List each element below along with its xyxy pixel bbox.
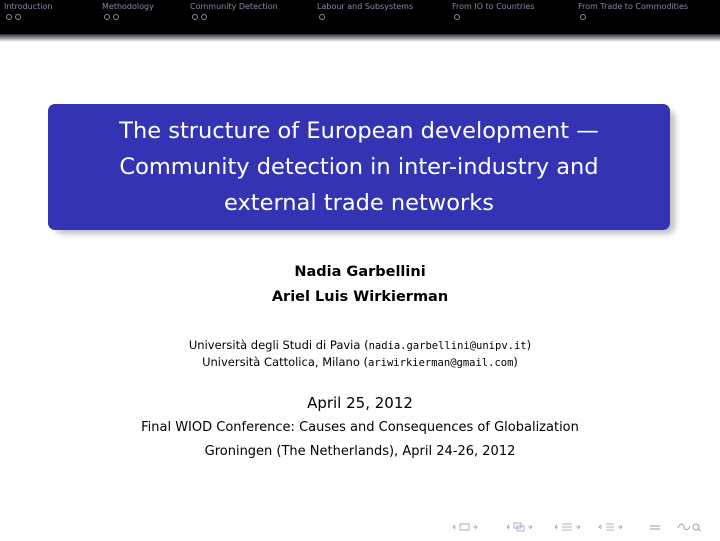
- nav-frame-dots: [319, 14, 325, 20]
- nav-frame-dots: [104, 14, 119, 20]
- nav-section-label: Community Detection: [190, 2, 278, 11]
- subsection-nav-controls[interactable]: [506, 520, 546, 534]
- nav-frame-dots: [454, 14, 460, 20]
- section-nav-icon[interactable]: [554, 522, 594, 532]
- nav-section-label: Methodology: [102, 2, 154, 11]
- frame-dot-icon[interactable]: [319, 14, 325, 20]
- nav-section-label: From IO to Countries: [452, 2, 535, 11]
- author-name: Ariel Luis Wirkierman: [271, 289, 449, 305]
- search-nav-controls[interactable]: [676, 520, 706, 534]
- frame-dot-icon[interactable]: [104, 14, 110, 20]
- frame-dot-icon[interactable]: [6, 14, 12, 20]
- frame-dot-icon[interactable]: [113, 14, 119, 20]
- subsubsection-nav-icon[interactable]: [598, 522, 632, 532]
- presentation-title: [79, 113, 639, 221]
- align-icon[interactable]: [648, 522, 662, 532]
- title-line: The structure of European development —: [119, 118, 599, 144]
- affiliation-line: [0, 355, 720, 369]
- frame-dot-icon[interactable]: [192, 14, 198, 20]
- frame-dot-icon[interactable]: [201, 14, 207, 20]
- affiliation-email[interactable]: ariwirkierman@gmail.com: [368, 357, 514, 369]
- frame-nav-icon[interactable]: [452, 522, 478, 532]
- title-box: [48, 104, 670, 230]
- affiliation-line: [0, 338, 720, 352]
- section-nav-controls[interactable]: [554, 520, 594, 534]
- nav-section-label: From Trade to Commodities: [578, 2, 689, 11]
- subsubsection-nav-controls[interactable]: [598, 520, 632, 534]
- nav-frame-dots: [580, 14, 586, 20]
- affiliation-institution: Università Cattolica, Milano (: [202, 355, 369, 369]
- subsection-nav-icon[interactable]: [506, 522, 546, 532]
- affiliation-institution: Università degli Studi di Pavia (: [188, 338, 369, 352]
- title-line: external trade networks: [224, 190, 494, 216]
- frame-dot-icon[interactable]: [15, 14, 21, 20]
- affiliation-close: ): [513, 355, 518, 369]
- author-name: Nadia Garbellini: [294, 264, 426, 280]
- section-navigation-bar: [0, 0, 720, 34]
- nav-section-label: Introduction: [4, 2, 53, 11]
- frame-nav-controls[interactable]: [452, 520, 478, 534]
- appendix-nav-controls[interactable]: [648, 520, 662, 534]
- presentation-date: April 25, 2012: [307, 394, 413, 412]
- nav-frame-dots: [6, 14, 21, 20]
- nav-section-label: Labour and Subsystems: [317, 2, 414, 11]
- frame-dot-icon[interactable]: [580, 14, 586, 20]
- title-line: Community detection in inter-industry and: [119, 154, 599, 180]
- search-icon[interactable]: [676, 522, 706, 532]
- conference-name: Final WIOD Conference: Causes and Consequences of Globalization: [141, 420, 579, 435]
- nav-frame-dots: [192, 14, 207, 20]
- conference-venue: Groningen (The Netherlands), April 24-26, 2012: [204, 444, 516, 459]
- nav-bar-shadow: [0, 34, 720, 42]
- affiliation-email[interactable]: nadia.garbellini@unipv.it: [368, 340, 527, 352]
- frame-dot-icon[interactable]: [454, 14, 460, 20]
- affiliation-close: ): [526, 338, 532, 352]
